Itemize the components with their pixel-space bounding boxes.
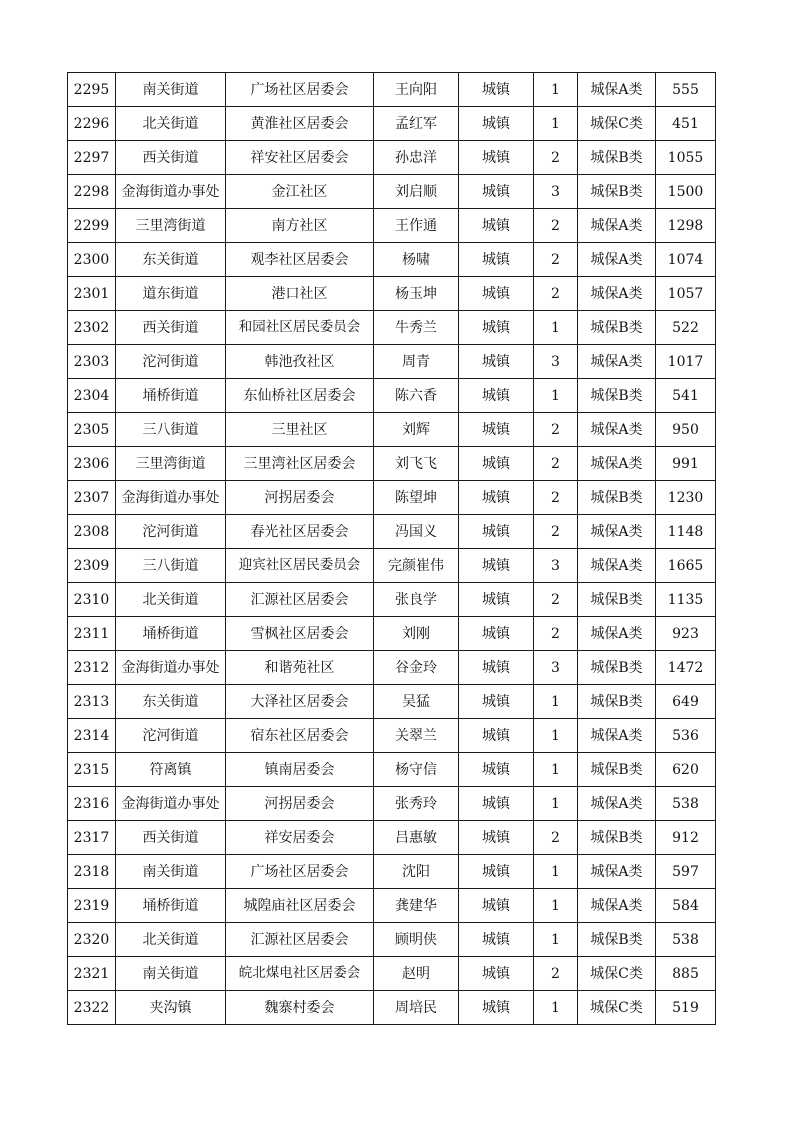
benefit-category-cell: 城保B类 <box>578 753 656 787</box>
member-count-cell: 3 <box>534 175 578 209</box>
community-cell: 三里湾社区居委会 <box>226 447 374 481</box>
benefit-category-cell: 城保A类 <box>578 889 656 923</box>
household-type-cell: 城镇 <box>459 311 534 345</box>
name-cell: 杨守信 <box>374 753 459 787</box>
member-count-cell: 1 <box>534 855 578 889</box>
household-type-cell: 城镇 <box>459 243 534 277</box>
member-count-cell: 2 <box>534 515 578 549</box>
amount-cell: 620 <box>656 753 716 787</box>
row-number-cell: 2303 <box>68 345 116 379</box>
table-row <box>68 379 716 413</box>
street-cell: 东关街道 <box>116 243 226 277</box>
amount-cell: 649 <box>656 685 716 719</box>
benefit-category-cell: 城保B类 <box>578 583 656 617</box>
table-row <box>68 515 716 549</box>
benefit-category-cell: 城保A类 <box>578 617 656 651</box>
street-cell: 北关街道 <box>116 583 226 617</box>
name-cell: 孙忠洋 <box>374 141 459 175</box>
table-row <box>68 345 716 379</box>
table-row <box>68 209 716 243</box>
table-row <box>68 583 716 617</box>
amount-cell: 1665 <box>656 549 716 583</box>
benefit-category-cell: 城保B类 <box>578 651 656 685</box>
table-row <box>68 889 716 923</box>
benefit-category-cell: 城保A类 <box>578 719 656 753</box>
household-type-cell: 城镇 <box>459 549 534 583</box>
household-type-cell: 城镇 <box>459 345 534 379</box>
member-count-cell: 2 <box>534 583 578 617</box>
street-cell: 埇桥街道 <box>116 617 226 651</box>
name-cell: 陈望坤 <box>374 481 459 515</box>
table-row <box>68 617 716 651</box>
table-row <box>68 311 716 345</box>
street-cell: 东关街道 <box>116 685 226 719</box>
member-count-cell: 1 <box>534 719 578 753</box>
benefit-category-cell: 城保B类 <box>578 311 656 345</box>
street-cell: 金海街道办事处 <box>116 175 226 209</box>
street-cell: 沱河街道 <box>116 719 226 753</box>
table-row <box>68 923 716 957</box>
community-cell: 汇源社区居委会 <box>226 583 374 617</box>
name-cell: 周青 <box>374 345 459 379</box>
table-row <box>68 719 716 753</box>
street-cell: 符离镇 <box>116 753 226 787</box>
row-number-cell: 2298 <box>68 175 116 209</box>
community-cell: 和谐苑社区 <box>226 651 374 685</box>
member-count-cell: 1 <box>534 889 578 923</box>
community-cell: 宿东社区居委会 <box>226 719 374 753</box>
row-number-cell: 2309 <box>68 549 116 583</box>
household-type-cell: 城镇 <box>459 889 534 923</box>
street-cell: 金海街道办事处 <box>116 481 226 515</box>
benefit-category-cell: 城保B类 <box>578 379 656 413</box>
member-count-cell: 2 <box>534 243 578 277</box>
household-type-cell: 城镇 <box>459 923 534 957</box>
benefit-category-cell: 城保A类 <box>578 277 656 311</box>
amount-cell: 923 <box>656 617 716 651</box>
community-cell: 黄淮社区居委会 <box>226 107 374 141</box>
community-cell: 镇南居委会 <box>226 753 374 787</box>
row-number-cell: 2306 <box>68 447 116 481</box>
table-row <box>68 991 716 1025</box>
community-cell: 皖北煤电社区居委会 <box>226 957 374 991</box>
name-cell: 完颜崔伟 <box>374 549 459 583</box>
row-number-cell: 2321 <box>68 957 116 991</box>
row-number-cell: 2319 <box>68 889 116 923</box>
row-number-cell: 2301 <box>68 277 116 311</box>
name-cell: 张良学 <box>374 583 459 617</box>
benefit-category-cell: 城保B类 <box>578 141 656 175</box>
table-row <box>68 73 716 107</box>
name-cell: 赵明 <box>374 957 459 991</box>
household-type-cell: 城镇 <box>459 413 534 447</box>
amount-cell: 1298 <box>656 209 716 243</box>
table-row <box>68 481 716 515</box>
street-cell: 夹沟镇 <box>116 991 226 1025</box>
amount-cell: 541 <box>656 379 716 413</box>
amount-cell: 1135 <box>656 583 716 617</box>
community-cell: 观李社区居委会 <box>226 243 374 277</box>
street-cell: 三八街道 <box>116 413 226 447</box>
table-body <box>68 73 716 1025</box>
community-cell: 南方社区 <box>226 209 374 243</box>
household-type-cell: 城镇 <box>459 73 534 107</box>
member-count-cell: 2 <box>534 141 578 175</box>
benefit-category-cell: 城保A类 <box>578 73 656 107</box>
table-row <box>68 855 716 889</box>
name-cell: 顾明侠 <box>374 923 459 957</box>
benefit-category-cell: 城保A类 <box>578 787 656 821</box>
street-cell: 三里湾街道 <box>116 447 226 481</box>
member-count-cell: 2 <box>534 209 578 243</box>
amount-cell: 538 <box>656 787 716 821</box>
name-cell: 冯国义 <box>374 515 459 549</box>
household-type-cell: 城镇 <box>459 583 534 617</box>
row-number-cell: 2320 <box>68 923 116 957</box>
community-cell: 金江社区 <box>226 175 374 209</box>
household-type-cell: 城镇 <box>459 753 534 787</box>
table-row <box>68 277 716 311</box>
member-count-cell: 1 <box>534 685 578 719</box>
row-number-cell: 2312 <box>68 651 116 685</box>
community-cell: 魏寨村委会 <box>226 991 374 1025</box>
row-number-cell: 2322 <box>68 991 116 1025</box>
name-cell: 刘飞飞 <box>374 447 459 481</box>
household-type-cell: 城镇 <box>459 107 534 141</box>
amount-cell: 1148 <box>656 515 716 549</box>
member-count-cell: 2 <box>534 481 578 515</box>
street-cell: 埇桥街道 <box>116 889 226 923</box>
household-type-cell: 城镇 <box>459 821 534 855</box>
name-cell: 周培民 <box>374 991 459 1025</box>
community-cell: 雪枫社区居委会 <box>226 617 374 651</box>
household-type-cell: 城镇 <box>459 481 534 515</box>
household-type-cell: 城镇 <box>459 957 534 991</box>
name-cell: 龚建华 <box>374 889 459 923</box>
member-count-cell: 1 <box>534 923 578 957</box>
street-cell: 北关街道 <box>116 923 226 957</box>
row-number-cell: 2308 <box>68 515 116 549</box>
benefit-category-cell: 城保A类 <box>578 855 656 889</box>
community-cell: 大泽社区居委会 <box>226 685 374 719</box>
name-cell: 刘辉 <box>374 413 459 447</box>
household-type-cell: 城镇 <box>459 447 534 481</box>
name-cell: 刘刚 <box>374 617 459 651</box>
row-number-cell: 2295 <box>68 73 116 107</box>
household-type-cell: 城镇 <box>459 277 534 311</box>
name-cell: 王向阳 <box>374 73 459 107</box>
household-type-cell: 城镇 <box>459 787 534 821</box>
member-count-cell: 1 <box>534 787 578 821</box>
household-type-cell: 城镇 <box>459 515 534 549</box>
community-cell: 河拐居委会 <box>226 481 374 515</box>
amount-cell: 1057 <box>656 277 716 311</box>
amount-cell: 597 <box>656 855 716 889</box>
benefit-category-cell: 城保A类 <box>578 413 656 447</box>
street-cell: 金海街道办事处 <box>116 787 226 821</box>
table-row <box>68 821 716 855</box>
member-count-cell: 2 <box>534 617 578 651</box>
community-cell: 港口社区 <box>226 277 374 311</box>
community-cell: 广场社区居委会 <box>226 855 374 889</box>
household-type-cell: 城镇 <box>459 651 534 685</box>
community-cell: 城隍庙社区居委会 <box>226 889 374 923</box>
amount-cell: 912 <box>656 821 716 855</box>
member-count-cell: 2 <box>534 277 578 311</box>
community-cell: 东仙桥社区居委会 <box>226 379 374 413</box>
member-count-cell: 3 <box>534 651 578 685</box>
table-row <box>68 549 716 583</box>
table-row <box>68 175 716 209</box>
row-number-cell: 2297 <box>68 141 116 175</box>
row-number-cell: 2318 <box>68 855 116 889</box>
street-cell: 沱河街道 <box>116 345 226 379</box>
street-cell: 北关街道 <box>116 107 226 141</box>
street-cell: 三八街道 <box>116 549 226 583</box>
street-cell: 西关街道 <box>116 821 226 855</box>
street-cell: 金海街道办事处 <box>116 651 226 685</box>
name-cell: 关翠兰 <box>374 719 459 753</box>
row-number-cell: 2302 <box>68 311 116 345</box>
member-count-cell: 1 <box>534 379 578 413</box>
name-cell: 孟红军 <box>374 107 459 141</box>
household-type-cell: 城镇 <box>459 175 534 209</box>
community-cell: 广场社区居委会 <box>226 73 374 107</box>
community-cell: 三里社区 <box>226 413 374 447</box>
table-row <box>68 651 716 685</box>
household-type-cell: 城镇 <box>459 141 534 175</box>
row-number-cell: 2316 <box>68 787 116 821</box>
amount-cell: 1230 <box>656 481 716 515</box>
street-cell: 西关街道 <box>116 141 226 175</box>
member-count-cell: 1 <box>534 73 578 107</box>
table-row <box>68 787 716 821</box>
benefit-category-cell: 城保B类 <box>578 923 656 957</box>
name-cell: 王作通 <box>374 209 459 243</box>
benefit-category-cell: 城保A类 <box>578 447 656 481</box>
community-cell: 和园社区居民委员会 <box>226 311 374 345</box>
amount-cell: 584 <box>656 889 716 923</box>
member-count-cell: 3 <box>534 345 578 379</box>
benefit-category-cell: 城保B类 <box>578 175 656 209</box>
row-number-cell: 2310 <box>68 583 116 617</box>
community-cell: 祥安居委会 <box>226 821 374 855</box>
name-cell: 牛秀兰 <box>374 311 459 345</box>
amount-cell: 522 <box>656 311 716 345</box>
beneficiary-table <box>67 72 716 1025</box>
street-cell: 三里湾街道 <box>116 209 226 243</box>
household-type-cell: 城镇 <box>459 617 534 651</box>
benefit-category-cell: 城保C类 <box>578 991 656 1025</box>
amount-cell: 1472 <box>656 651 716 685</box>
amount-cell: 538 <box>656 923 716 957</box>
table-row <box>68 447 716 481</box>
household-type-cell: 城镇 <box>459 685 534 719</box>
household-type-cell: 城镇 <box>459 379 534 413</box>
row-number-cell: 2299 <box>68 209 116 243</box>
name-cell: 刘启顺 <box>374 175 459 209</box>
member-count-cell: 2 <box>534 413 578 447</box>
member-count-cell: 1 <box>534 107 578 141</box>
street-cell: 道东街道 <box>116 277 226 311</box>
benefit-category-cell: 城保C类 <box>578 957 656 991</box>
amount-cell: 1055 <box>656 141 716 175</box>
name-cell: 陈六香 <box>374 379 459 413</box>
row-number-cell: 2317 <box>68 821 116 855</box>
amount-cell: 885 <box>656 957 716 991</box>
table-row <box>68 413 716 447</box>
amount-cell: 555 <box>656 73 716 107</box>
table-row <box>68 753 716 787</box>
benefit-category-cell: 城保B类 <box>578 481 656 515</box>
member-count-cell: 2 <box>534 957 578 991</box>
amount-cell: 451 <box>656 107 716 141</box>
row-number-cell: 2304 <box>68 379 116 413</box>
benefit-category-cell: 城保A类 <box>578 515 656 549</box>
street-cell: 西关街道 <box>116 311 226 345</box>
table-row <box>68 685 716 719</box>
table-row <box>68 107 716 141</box>
amount-cell: 1017 <box>656 345 716 379</box>
amount-cell: 1500 <box>656 175 716 209</box>
household-type-cell: 城镇 <box>459 855 534 889</box>
street-cell: 沱河街道 <box>116 515 226 549</box>
row-number-cell: 2311 <box>68 617 116 651</box>
amount-cell: 991 <box>656 447 716 481</box>
name-cell: 吕惠敏 <box>374 821 459 855</box>
row-number-cell: 2305 <box>68 413 116 447</box>
table-row <box>68 957 716 991</box>
benefit-category-cell: 城保A类 <box>578 209 656 243</box>
amount-cell: 519 <box>656 991 716 1025</box>
benefit-category-cell: 城保B类 <box>578 685 656 719</box>
community-cell: 韩池孜社区 <box>226 345 374 379</box>
name-cell: 沈阳 <box>374 855 459 889</box>
household-type-cell: 城镇 <box>459 719 534 753</box>
row-number-cell: 2315 <box>68 753 116 787</box>
row-number-cell: 2314 <box>68 719 116 753</box>
member-count-cell: 1 <box>534 991 578 1025</box>
name-cell: 杨啸 <box>374 243 459 277</box>
name-cell: 张秀玲 <box>374 787 459 821</box>
community-cell: 迎宾社区居民委员会 <box>226 549 374 583</box>
table-row <box>68 243 716 277</box>
member-count-cell: 2 <box>534 821 578 855</box>
amount-cell: 950 <box>656 413 716 447</box>
amount-cell: 536 <box>656 719 716 753</box>
household-type-cell: 城镇 <box>459 209 534 243</box>
community-cell: 河拐居委会 <box>226 787 374 821</box>
member-count-cell: 3 <box>534 549 578 583</box>
table-row <box>68 141 716 175</box>
benefit-category-cell: 城保A类 <box>578 549 656 583</box>
household-type-cell: 城镇 <box>459 991 534 1025</box>
name-cell: 谷金玲 <box>374 651 459 685</box>
amount-cell: 1074 <box>656 243 716 277</box>
street-cell: 南关街道 <box>116 957 226 991</box>
member-count-cell: 2 <box>534 447 578 481</box>
benefit-category-cell: 城保A类 <box>578 243 656 277</box>
benefit-category-cell: 城保C类 <box>578 107 656 141</box>
name-cell: 吴猛 <box>374 685 459 719</box>
community-cell: 祥安社区居委会 <box>226 141 374 175</box>
community-cell: 春光社区居委会 <box>226 515 374 549</box>
member-count-cell: 1 <box>534 753 578 787</box>
row-number-cell: 2313 <box>68 685 116 719</box>
benefit-category-cell: 城保A类 <box>578 345 656 379</box>
street-cell: 南关街道 <box>116 73 226 107</box>
member-count-cell: 1 <box>534 311 578 345</box>
row-number-cell: 2307 <box>68 481 116 515</box>
name-cell: 杨玉坤 <box>374 277 459 311</box>
community-cell: 汇源社区居委会 <box>226 923 374 957</box>
street-cell: 埇桥街道 <box>116 379 226 413</box>
street-cell: 南关街道 <box>116 855 226 889</box>
row-number-cell: 2296 <box>68 107 116 141</box>
benefit-category-cell: 城保B类 <box>578 821 656 855</box>
row-number-cell: 2300 <box>68 243 116 277</box>
